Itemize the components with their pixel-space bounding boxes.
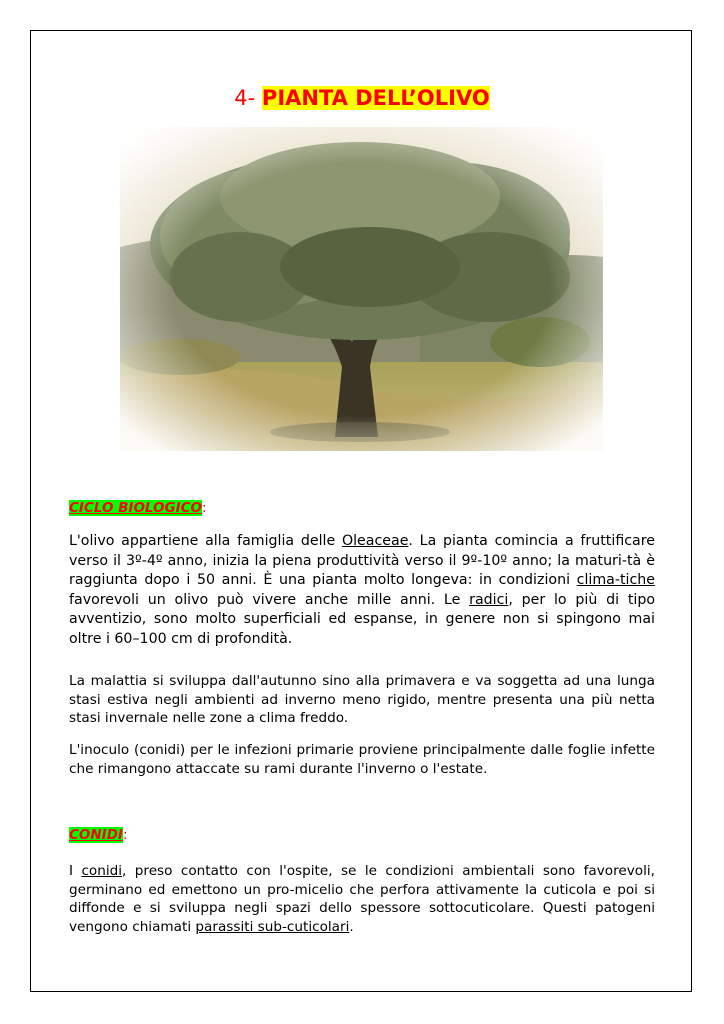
link-parassiti-sub-cuticolari[interactable]: parassiti sub-cuticolari <box>195 918 350 935</box>
heading-colon: : <box>202 500 207 516</box>
heading-colon: : <box>122 827 128 843</box>
paragraph-conidi <box>69 862 655 936</box>
text-run: . La pianta comincia a fruttificare verso il 3º-4º anno, inizia la piena produttività verso il 9º-10º anno; la maturi-tà è raggiunta dopo i 50 anni. È una pianta molto longeva: in condizioni <box>69 533 655 588</box>
heading-text: CICLO BIOLOGICO <box>69 500 203 516</box>
link-climatiche[interactable]: clima-tiche <box>576 572 655 588</box>
link-conidi[interactable]: conidi <box>81 863 123 879</box>
text-run: L'olivo appartiene alla famiglia delle <box>69 533 342 549</box>
text-run: , per lo più di tipo avventizio, sono molto superficiali ed espanse, in genere non si spingono mai oltre i 60–100 cm di profondità. <box>69 591 656 647</box>
text-run: I <box>69 863 82 879</box>
link-radici[interactable]: radici <box>469 591 509 608</box>
text-run: . <box>349 918 354 935</box>
title-text: PIANTA DELL’OLIVO <box>261 86 490 110</box>
section-heading-ciclo-biologico <box>69 500 207 516</box>
text-run: , preso contatto con l'ospite, se le condizioni ambientali sono favorevoli, germinano ed emettono un pro-micelio che perfora attivamente la cuticola e poi si diffonde e si sviluppa negli spazi dello spessore sottocuticolare. Questi patogeni vengono chiamati <box>69 863 655 935</box>
paragraph-inoculo: L'inoculo (conidi) per le infezioni primarie proviene principalmente dalle foglie infette che rimangono attaccate su rami durante l'inverno o l'estate. <box>69 742 655 777</box>
text-run: favorevoli un olivo può vivere anche mille anni. Le <box>69 591 470 608</box>
paragraph-olivo-description <box>69 532 655 649</box>
page-title <box>0 86 724 110</box>
section-heading-conidi <box>69 827 128 843</box>
paragraph-malattia: La malattia si sviluppa dall'autunno sino alla primavera e va soggetta ad una lunga stasi estiva negli ambienti ad inverno meno rigido, mentre presenta una più netta stasi invernale nelle zone a clima freddo. <box>69 673 655 726</box>
title-number: 4- <box>234 86 262 110</box>
olive-tree-photo <box>120 127 603 451</box>
link-oleaceae[interactable]: Oleaceae <box>341 533 409 549</box>
heading-text: CONIDI <box>69 827 123 843</box>
